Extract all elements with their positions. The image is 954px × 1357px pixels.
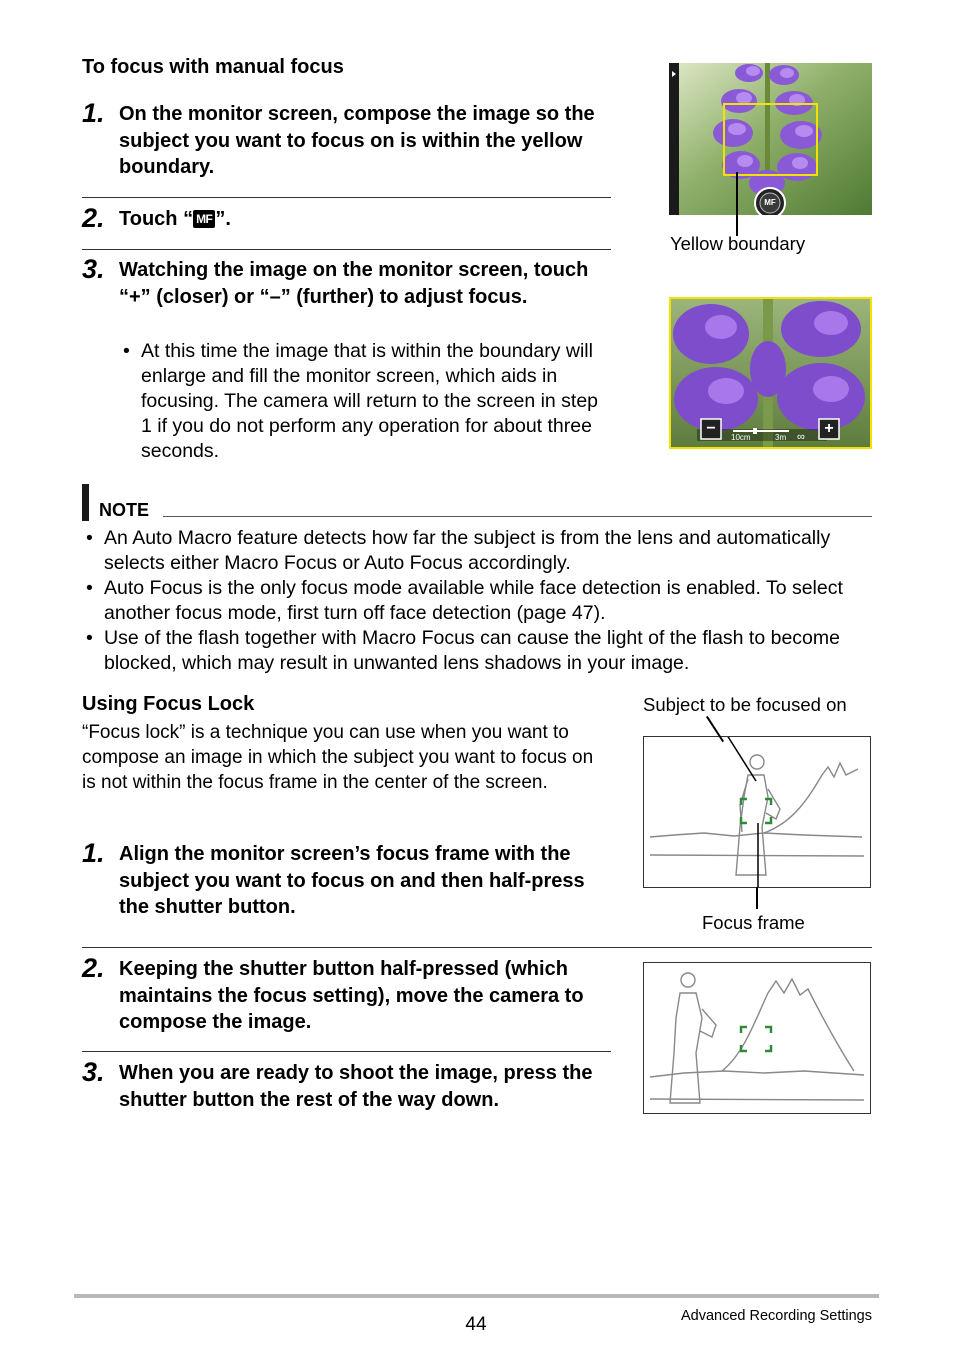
- list-item: • Use of the flash together with Macro Focus can cause the light of the flash to become blocked, which may result in unwanted lens shadows in your image.: [82, 626, 872, 676]
- minus-button[interactable]: −: [706, 420, 716, 437]
- figure-enlarged-focus-view: [669, 297, 872, 449]
- scale-label-infinity: ∞: [797, 431, 805, 443]
- list-item: • At this time the image that is within the boundary will enlarge and fill the monitor screen, which aids in focusing. The camera will return to the screen in step 1 if you do not perform any operation for about three seconds.: [119, 339, 609, 464]
- figure-focus-frame-on-subject: [643, 736, 871, 888]
- note-rule: [163, 516, 872, 517]
- flower-photo: [669, 63, 872, 215]
- step-text: Watching the image on the monitor screen, touch “+” (closer) or “–” (further) to adjust focus.: [119, 259, 589, 308]
- leader-line: [756, 887, 758, 909]
- scale-label-mid: 3m: [775, 433, 787, 442]
- list-item: • Auto Focus is the only focus mode available while face detection is enabled. To select another focus mode, first turn off face detection (page 47).: [82, 576, 872, 626]
- step-number: 3.: [82, 1057, 105, 1087]
- step-text: [119, 206, 609, 233]
- section-heading-manual-focus: To focus with manual focus: [82, 56, 344, 78]
- footer-section-title: Advanced Recording Settings: [680, 1308, 872, 1324]
- step-number: 2.: [82, 203, 105, 233]
- scale-label-near: 10cm: [731, 433, 751, 442]
- caption-subject: Subject to be focused on: [643, 694, 847, 715]
- step-bullet-list: [119, 339, 609, 464]
- caption-yellow-boundary: Yellow boundary: [670, 233, 806, 254]
- divider: [82, 249, 611, 250]
- divider: [82, 1051, 611, 1052]
- note-label: NOTE: [99, 500, 150, 520]
- sketch-recomposed: [644, 963, 870, 1113]
- sketch-woman-mountain: [644, 737, 870, 887]
- leader-line: [736, 172, 738, 236]
- plus-button[interactable]: +: [824, 420, 834, 437]
- figure-recomposed-scene: [643, 962, 871, 1114]
- footer-rule: [74, 1294, 879, 1298]
- mf-button-label: MF: [764, 198, 776, 207]
- caption-focus-frame: Focus frame: [702, 912, 805, 933]
- step-number: 3.: [82, 254, 105, 284]
- step-text: Keeping the shutter button half-pressed (which maintains the focus setting), move the camera to compose the image.: [119, 958, 584, 1033]
- step-text-before: Touch “: [119, 208, 194, 230]
- page-number: 44: [465, 1314, 487, 1335]
- figure-monitor-yellow-boundary: [669, 63, 872, 215]
- divider: [82, 947, 872, 948]
- step-text: Align the monitor screen’s focus frame with the subject you want to focus on and then half-press the shutter button.: [119, 843, 585, 918]
- focus-lock-intro: “Focus lock” is a technique you can use when you want to compose an image in which the subject you want to focus on is not within the focus frame in the center of the screen.: [82, 722, 594, 793]
- step-number: 1.: [82, 838, 105, 868]
- mf-icon: MF: [193, 210, 215, 228]
- section-heading-focus-lock: Using Focus Lock: [82, 693, 255, 715]
- step-text: When you are ready to shoot the image, press the shutter button the rest of the way down.: [119, 1062, 593, 1111]
- step-text-after: ”.: [215, 208, 231, 230]
- list-item: • An Auto Macro feature detects how far the subject is from the lens and automatically selects either Macro Focus or Auto Focus accordingly.: [82, 526, 872, 576]
- divider: [82, 197, 611, 198]
- step-text: On the monitor screen, compose the image so the subject you want to focus on is within the yellow boundary.: [119, 103, 595, 178]
- note-list: [82, 526, 872, 676]
- step-number: 2.: [82, 953, 105, 983]
- step-number: 1.: [82, 98, 105, 128]
- note-marker: [82, 484, 89, 521]
